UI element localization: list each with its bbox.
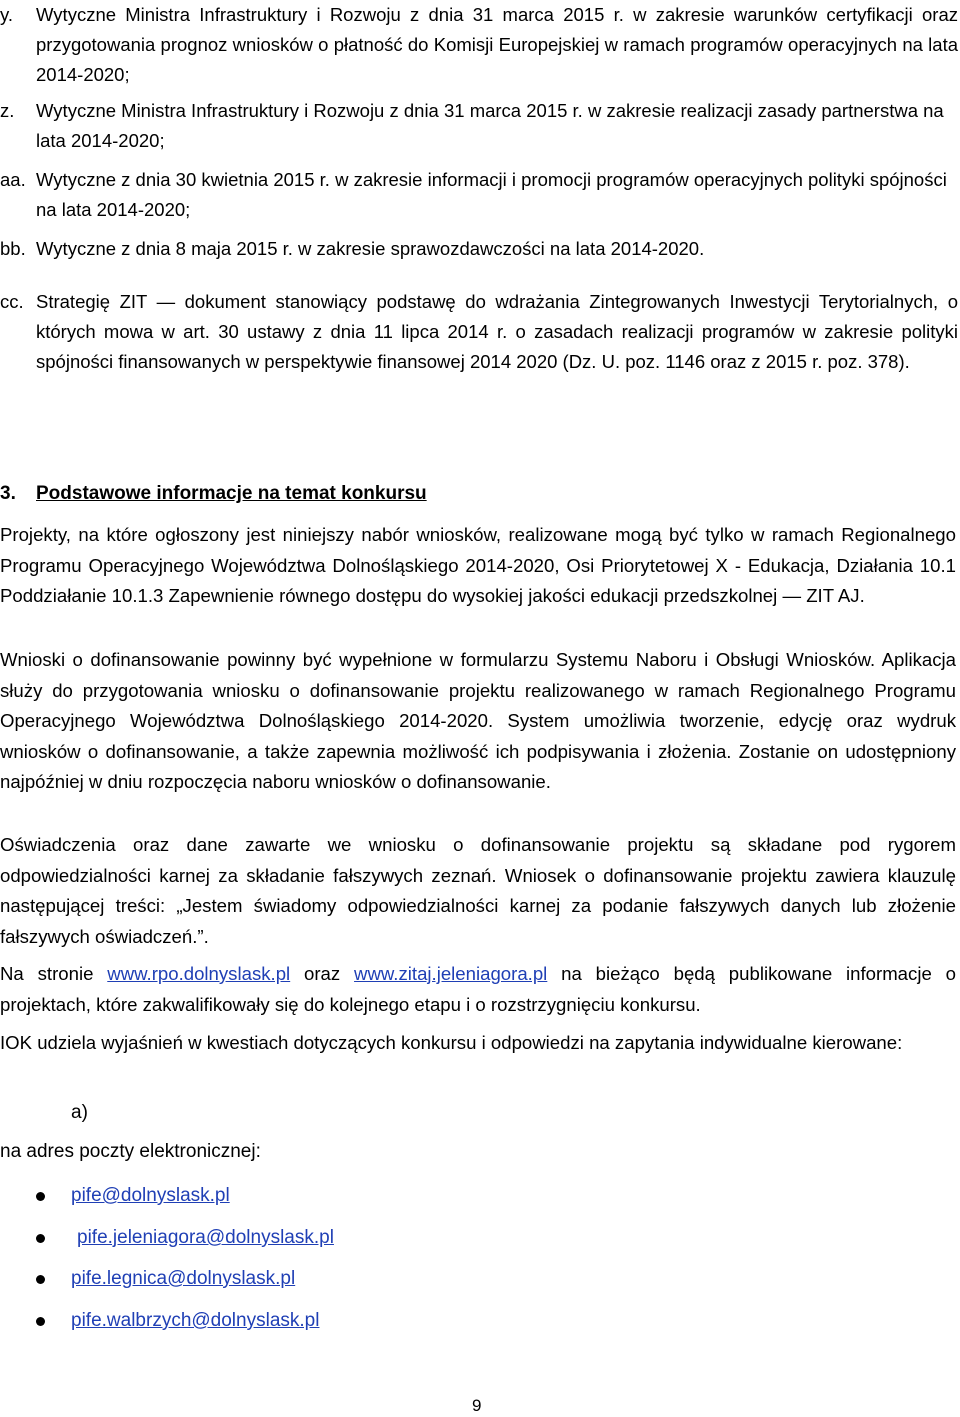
bullet-icon [36,1192,45,1201]
section-heading [0,478,427,510]
list-item [0,1304,600,1338]
paragraph-text: Oświadczenia oraz dane zawarte we wniosku o dofinansowanie projektu są składane pod rygorem odpowiedzialności karnej za składanie fałszywych zeznań. Wniosek o dofinansowanie projektu zawiera klauzulę następującej treści: „Jestem świadomy odpowiedzialności karnej za podanie fałszywych danych lub złożenie fałszywych oświadczeń.”. [0,834,956,947]
list-item-text: Wytyczne Ministra Infrastruktury i Rozwoju z dnia 31 marca 2015 r. w zakresie realizacji zasady partnerstwa na lata 2014-2020; [36,100,944,151]
zit-website-link[interactable]: www.zitaj.jeleniagora.pl [354,963,548,984]
paragraph: IOK udziela wyjaśnień w kwestiach dotyczących konkursu i odpowiedzi na zapytania indywidualne kierowane: [0,1032,903,1053]
list-item-text: Wytyczne z dnia 30 kwietnia 2015 r. w zakresie informacji i promocji programów operacyjnych polityki spójności na lata 2014-2020; [36,169,947,220]
list-item-text: Wytyczne Ministra Infrastruktury i Rozwoju z dnia 31 marca 2015 r. w zakresie warunków certyfikacji oraz przygotowania prognoz wniosków o płatność do Komisji Europejskiej w ramach programów operacyjnych na lata 2014-2020; [36,4,958,85]
list-item [0,287,958,377]
paragraph-text: na bieżąco będą publikowane informacje o projektach, które zakwalifikowały się do kolejnego etapu i o rozstrzygnięciu konkursu. [0,963,956,1015]
list-item [0,0,958,90]
email-link[interactable]: pife.legnica@dolnyslask.pl [71,1268,296,1289]
address-intro: na adres poczty elektronicznej: [0,1141,261,1162]
paragraph [0,830,956,952]
list-item-label: z. [0,100,15,121]
list-item-label: cc. [0,291,24,312]
list-item [0,96,958,156]
paragraph-text: Na stronie [0,963,108,984]
bullet-icon [36,1275,45,1284]
list-item-label: bb. [0,238,26,259]
paragraph-text: oraz [290,963,355,984]
list-item-label: aa. [0,169,26,190]
email-link[interactable]: pife@dolnyslask.pl [71,1185,230,1206]
list-item [0,165,958,225]
sub-item-label: a) [71,1102,88,1123]
list-item [0,1262,600,1296]
list-item [0,1221,600,1255]
section-title: Podstawowe informacje na temat konkursu [36,483,427,504]
email-link[interactable]: pife.jeleniagora@dolnyslask.pl [77,1227,334,1248]
bullet-icon [36,1317,45,1326]
paragraph: Wnioski o dofinansowanie powinny być wypełnione w formularzu Systemu Naboru i Obsługi Wniosków. Aplikacja służy do przygotowania wniosku o dofinansowanie projektu realizowanego w ramach Regionalnego Programu Operacyjnego Województwa Dolnośląskiego 2014-2020. System umożliwia tworzenie, edycję oraz wydruk wniosków o dofinansowanie, a także zapewnia możliwość ich podpisywania i złożenia. Zostanie on udostępniony najpóźniej w dniu rozpoczęcia naboru wniosków o dofinansowanie. [0,649,956,793]
rpo-website-link[interactable]: www.rpo.dolnyslask.pl [107,963,291,984]
email-link[interactable]: pife.walbrzych@dolnyslask.pl [71,1310,320,1331]
list-item [0,1179,600,1213]
list-item-text: Strategię ZIT — dokument stanowiący podstawę do wdrażania Zintegrowanych Inwestycji Terytorialnych, o których mowa w art. 30 ustawy z dnia 11 lipca 2014 r. o zasadach realizacji programów w zakresie polityki spójności finansowanych w perspektywie finansowej 2014 2020 (Dz. U. poz. 1146 oraz z 2015 r. poz. 378). [36,291,958,372]
paragraph [0,959,956,1020]
list-item [0,234,958,264]
list-item-text: Wytyczne z dnia 8 maja 2015 r. w zakresie sprawozdawczości na lata 2014-2020. [36,238,705,259]
page-number: 9 [472,1396,482,1415]
paragraph: Projekty, na które ogłoszony jest niniejszy nabór wniosków, realizowane mogą być tylko w ramach Regionalnego Programu Operacyjnego Województwa Dolnośląskiego 2014-2020, Osi Priorytetowej X - Edukacja, Działania 10.1 Poddziałanie 10.1.3 Zapewnienie równego dostępu do wysokiej jakości edukacji przedszkolnej — ZIT AJ. [0,524,956,607]
bullet-icon [36,1234,45,1243]
list-item-label: y. [0,4,14,25]
section-number: 3. [0,483,16,504]
